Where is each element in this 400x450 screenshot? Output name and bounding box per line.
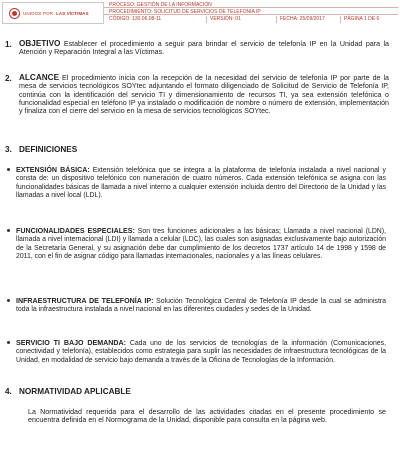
section-number: 3. <box>5 145 12 154</box>
bullet-icon <box>7 341 10 344</box>
definition-body: Son tres funciones adicionales a las básicas; Llamada a nivel nacional (LDN), llamada a nivel internacional (LDI) y llamada a celular (LDC), las cuales son asignadas exclusivamente bajo autorización de la Secretaría General, y su asignación debe dar cumplimiento de los decretos 1737 artículo 14 de 1998 y 1598 de 2011, con el fin de asignar código para llamadas internacionales, nacionales y a las líneas celulares. <box>16 228 386 260</box>
logo-text-1: UNIDOS POR <box>23 10 54 16</box>
section-heading: DEFINICIONES <box>19 145 78 154</box>
definition-item <box>16 297 386 315</box>
section-alcance <box>5 74 389 115</box>
definition-body: Cada uno de los servicios de tecnologías de la información (Comunicaciones, conectividad y telefonía), establecidos como estrategia para suplir las necesidades de infraestructura tecnológicas de la Unidad, en modalidad de servicio bajo demanda a través de la Oficina de Tecnologías de la Información. <box>16 340 386 364</box>
definition-item <box>16 339 386 365</box>
header-meta-row <box>104 16 398 22</box>
section-body: La Normatividad requerida para el desarrollo de las actividades citadas en el presente procedimiento se encuentra definida en el Normograma de la Unidad, disponible para consulta en la página web. <box>28 408 386 425</box>
definition-text <box>16 297 386 315</box>
section-heading: OBJETIVO <box>19 39 61 48</box>
section-objetivo-text <box>5 40 389 57</box>
header-divider <box>206 16 207 23</box>
header-divider <box>276 16 277 23</box>
definition-term: EXTENSIÓN BÁSICA: <box>16 166 90 174</box>
section-normatividad-heading <box>5 387 389 397</box>
bullet-icon <box>7 168 10 171</box>
header-code: CÓDIGO: 130.06.08-11 <box>109 16 162 22</box>
section-number: 4. <box>5 387 12 396</box>
definition-body: Solución Tecnológica Central de Telefonía IP desde la cual se administra toda la infraestructura instalada a nivel nacional en las diferentes ciudades y sedes de la Unidad. <box>16 298 386 314</box>
section-heading: NORMATIVIDAD APLICABLE <box>19 387 131 396</box>
header-version: VERSIÓN: 01 <box>210 16 241 22</box>
colombia-seal-icon <box>9 8 20 19</box>
section-number: 2. <box>5 74 12 83</box>
section-normatividad <box>28 408 386 425</box>
definition-item <box>16 227 386 261</box>
section-body: El procedimiento inicia con la recepción de la necesidad del servicio de telefonía IP por parte de la mesa de servicios tecnológicos SOYtec adjuntando el formato diligenciado de Solicitud de Servicio de Telefonía IP, continúa con la identificación del servicio TI y dimensionamiento de recursos TI, ya sea extensión telefónica o funcionalidad especial en teléfono IP ya instalado o modificación de nombre o número de extensión, implementación y finaliza con el cierre del servicio en la mesa de servicios tecnológicos SOYtec. <box>19 74 389 116</box>
document-header <box>0 0 400 27</box>
section-number: 1. <box>5 40 12 49</box>
header-divider <box>340 16 341 23</box>
definition-text <box>16 166 386 200</box>
definition-text <box>16 227 386 261</box>
logo <box>2 2 104 24</box>
section-objetivo <box>5 40 389 57</box>
section-alcance-text <box>5 74 389 115</box>
header-page: PÁGINA 1 DE 6 <box>344 16 380 22</box>
section-definiciones-heading <box>5 145 389 155</box>
logo-text-2: LAS VÍCTIMAS <box>56 10 89 16</box>
header-procedure: PROCEDIMIENTO: SOLICITUD DE SERVICIOS DE TELEFONÍA IP <box>109 9 261 15</box>
definition-term: FUNCIONALIDADES ESPECIALES: <box>16 227 135 235</box>
definition-term: INFRAESTRUCTURA DE TELEFONÍA IP: <box>16 297 154 305</box>
header-procedure-row <box>104 9 398 15</box>
definition-body: Extensión telefónica que se integra a la plataforma de telefonía instalada a nivel nacional y consta de: un dispositivo telefónico con numeración de cuatro números. Cada extensión telefónica se asigna con las funcionalidades básicas de llamada a nivel interno a cualquier extensión incluida dentro del Directorio de la Unidad y las llamadas a nivel local (LDL). <box>16 167 386 199</box>
bullet-icon <box>7 229 10 232</box>
bullet-icon <box>7 299 10 302</box>
header-process: PROCESO: GESTIÓN DE LA INFORMACIÓN <box>109 2 212 8</box>
definition-text <box>16 339 386 365</box>
section-body: Establecer el procedimiento a seguir para brindar el servicio de telefonía IP en la Unidad para la Atención y Reparación Integral a las Víctimas. <box>19 40 389 57</box>
header-process-row <box>104 2 398 8</box>
header-date: FECHA: 25/09/2017 <box>280 16 325 22</box>
section-heading: ALCANCE <box>19 73 60 82</box>
definition-term: SERVICIO TI BAJO DEMANDA: <box>16 339 127 347</box>
definition-item <box>16 166 386 200</box>
